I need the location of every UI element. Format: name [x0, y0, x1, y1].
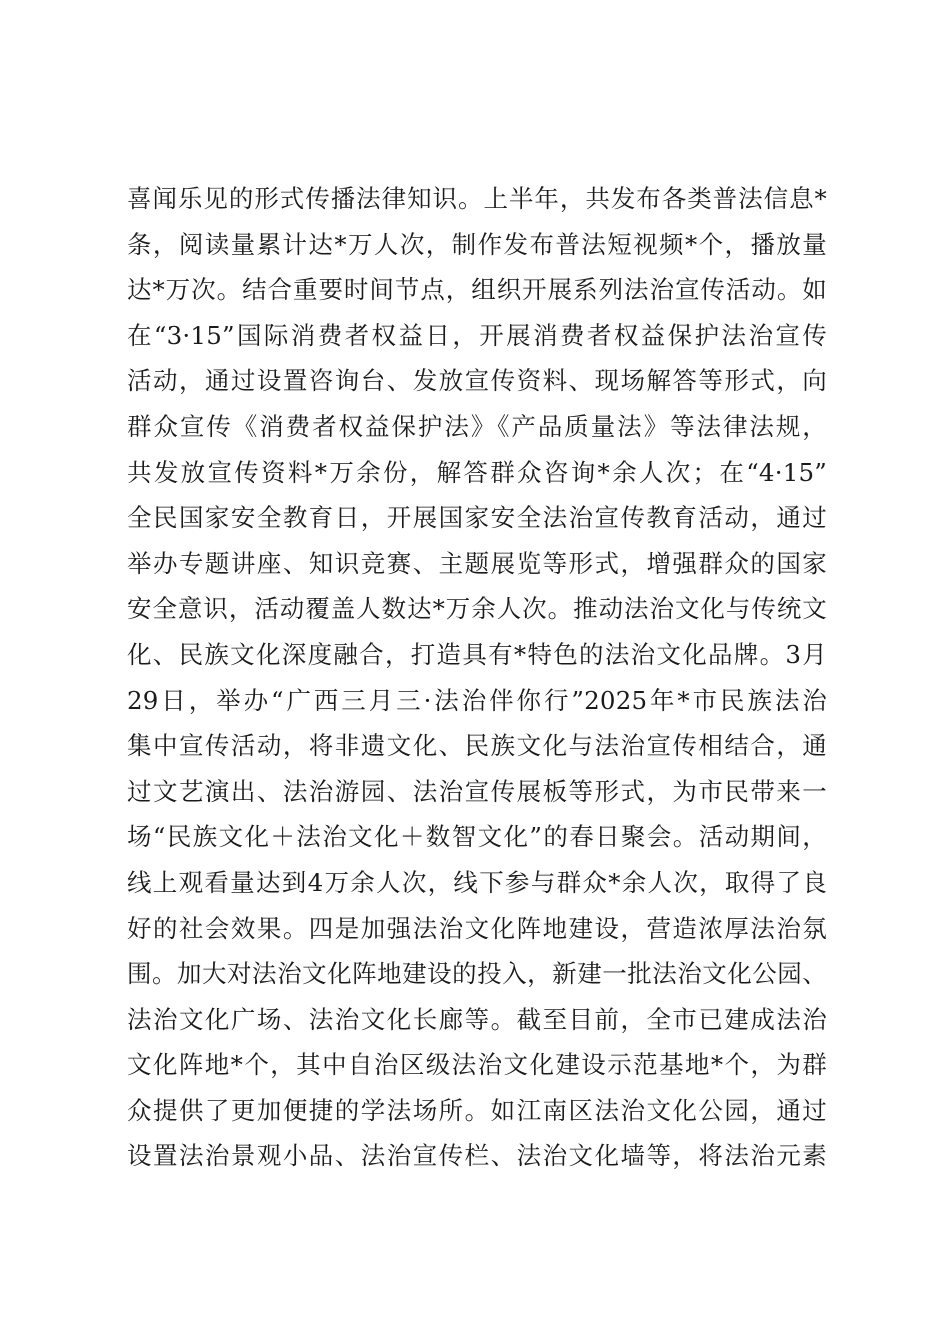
- text-line: 围。加大对法治文化阵地建设的投入，新建一批法治文化公园、: [127, 959, 827, 989]
- text-line: 法治文化广场、法治文化长廊等。截至目前，全市已建成法治: [127, 1004, 827, 1034]
- text-line: 安全意识，活动覆盖人数达*万余人次。推动法治文化与传统文: [127, 594, 827, 624]
- text-line: 过文艺演出、法治游园、法治宣传展板等形式，为市民带来一: [127, 776, 827, 806]
- text-line: 集中宣传活动，将非遗文化、民族文化与法治宣传相结合，通: [127, 731, 827, 761]
- text-line: 群众宣传《消费者权益保护法》《产品质量法》等法律法规，: [127, 411, 827, 441]
- text-line: 29日，举办“广西三月三·法治伴你行”2025年*市民族法治: [127, 685, 827, 715]
- text-line: 好的社会效果。四是加强法治文化阵地建设，营造浓厚法治氛: [127, 913, 827, 943]
- body-paragraph: [127, 176, 827, 1179]
- text-line: 活动，通过设置咨询台、发放宣传资料、现场解答等形式，向: [127, 366, 827, 396]
- text-line: 举办专题讲座、知识竞赛、主题展览等形式，增强群众的国家: [127, 548, 827, 578]
- text-line: 化、民族文化深度融合，打造具有*特色的法治文化品牌。3月: [127, 639, 827, 669]
- text-line: 达*万次。结合重要时间节点，组织开展系列法治宣传活动。如: [127, 275, 827, 305]
- text-line: 喜闻乐见的形式传播法律知识。上半年，共发布各类普法信息*: [127, 184, 827, 213]
- text-line: 众提供了更加便捷的学法场所。如江南区法治文化公园，通过: [127, 1095, 827, 1125]
- text-line: 文化阵地*个，其中自治区级法治文化建设示范基地*个，为群: [127, 1050, 827, 1080]
- text-line: 条，阅读量累计达*万人次，制作发布普法短视频*个，播放量: [127, 229, 827, 259]
- text-line: 设置法治景观小品、法治宣传栏、法治文化墙等，将法治元素: [127, 1141, 827, 1171]
- text-line: 全民国家安全教育日，开展国家安全法治宣传教育活动，通过: [127, 503, 827, 533]
- text-line: 在“3·15”国际消费者权益日，开展消费者权益保护法治宣传: [127, 320, 827, 350]
- text-line: 线上观看量达到4万余人次，线下参与群众*余人次，取得了良: [127, 867, 827, 897]
- text-line: 场“民族文化＋法治文化＋数智文化”的春日聚会。活动期间，: [127, 822, 827, 852]
- text-line: 共发放宣传资料*万余份，解答群众咨询*余人次；在“4·15”: [127, 457, 827, 487]
